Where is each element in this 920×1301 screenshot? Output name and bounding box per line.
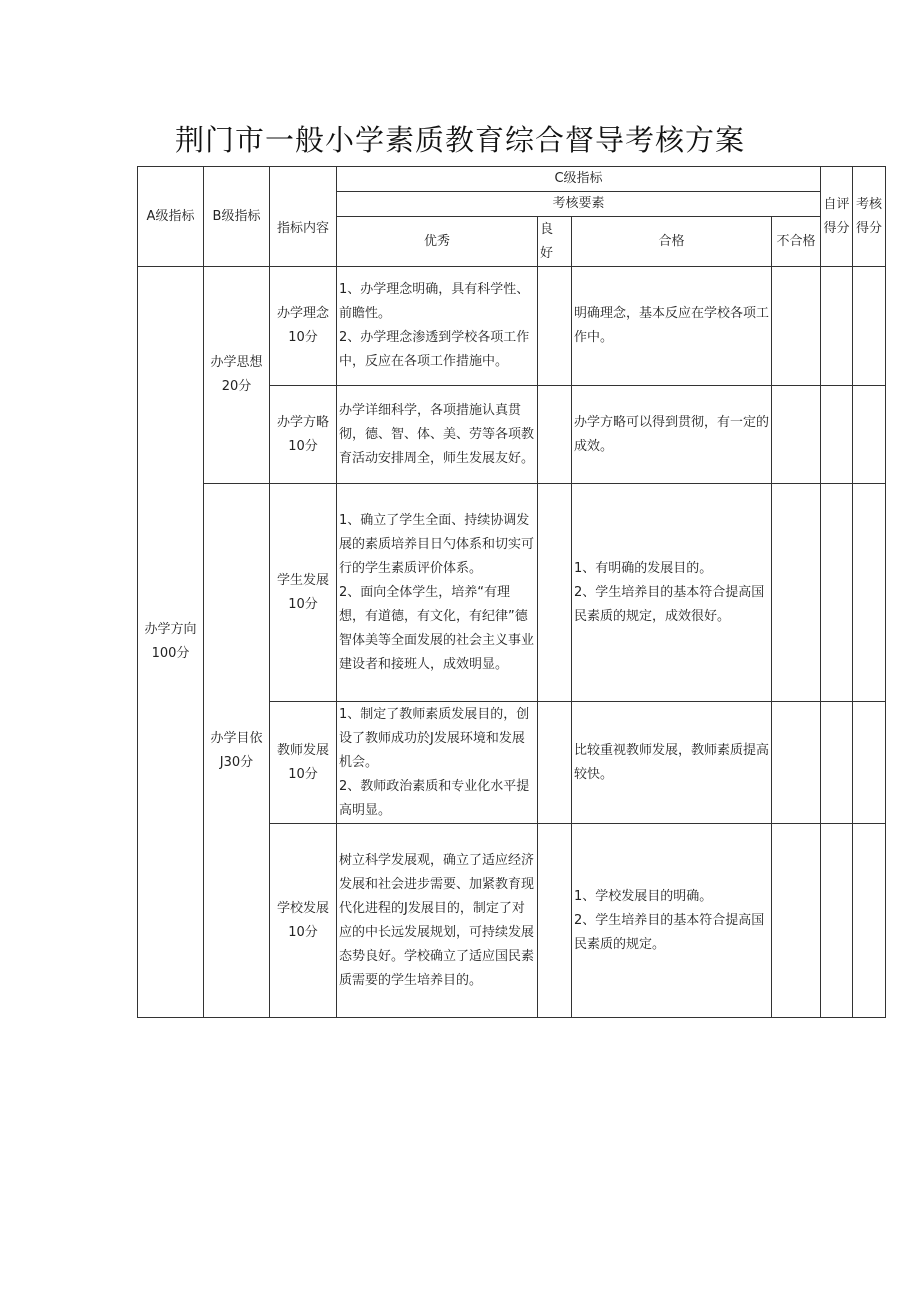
- fail-cell: [772, 386, 821, 484]
- good-cell: [538, 824, 572, 1018]
- pass-cell: 比较重视教师发展，教师素质提高较快。: [572, 702, 772, 824]
- c-level-cell: 学生发展 10分: [270, 484, 337, 702]
- header-excellent: 优秀: [337, 217, 538, 267]
- excellent-cell: 1、制定了教师素质发展目的，创设了教师成功於J发展环境和发展机会。 2、教师政治素质和专业化水平提高明显。: [337, 702, 538, 824]
- page-title: 荆门市一般小学素质教育综合督导考核方案: [174, 123, 745, 157]
- c-level-cell: 办学方略 10分: [270, 386, 337, 484]
- header-fail: 不合格: [772, 217, 821, 267]
- exam-score-cell: [853, 386, 886, 484]
- header-exam-score: 考核 得分: [853, 167, 886, 267]
- excellent-cell: 办学详细科学，各项措施认真贯彻，德、智、体、美、劳等各项教育活动安排周全，师生发展友好。: [337, 386, 538, 484]
- table-row: [138, 484, 886, 702]
- header-pass: 合格: [572, 217, 772, 267]
- self-score-cell: [821, 386, 853, 484]
- fail-cell: [772, 484, 821, 702]
- good-cell: [538, 702, 572, 824]
- header-content: 指标内容: [270, 192, 337, 267]
- a-level-cell: 办学方向 100分: [138, 267, 204, 1018]
- c-level-cell: 学校发展 10分: [270, 824, 337, 1018]
- pass-cell: 明确理念，基本反应在学校各项工作中。: [572, 267, 772, 386]
- header-blank: [270, 167, 337, 192]
- good-cell: [538, 484, 572, 702]
- excellent-cell: 树立科学发展观，确立了适应经济发展和社会进步需要、加紧教育现代化进程的J发展目的，制定了对应的中长远发展规划，可持续发展态势良好。学校确立了适应国民素质需要的学生培养目的。: [337, 824, 538, 1018]
- exam-score-cell: [853, 824, 886, 1018]
- header-c-level: C级指标: [337, 167, 821, 192]
- header-b-level: B级指标: [204, 167, 270, 267]
- fail-cell: [772, 824, 821, 1018]
- self-score-cell: [821, 267, 853, 386]
- pass-cell: 办学方略可以得到贯彻，有一定的成效。: [572, 386, 772, 484]
- table-row: [138, 267, 886, 386]
- pass-cell: 1、学校发展目的明确。 2、学生培养目的基本符合提高国民素质的规定。: [572, 824, 772, 1018]
- c-level-cell: 办学理念 10分: [270, 267, 337, 386]
- assessment-table: [137, 166, 886, 1018]
- self-score-cell: [821, 824, 853, 1018]
- c-level-cell: 教师发展 10分: [270, 702, 337, 824]
- good-cell: [538, 386, 572, 484]
- good-cell: [538, 267, 572, 386]
- header-good: 良 好: [538, 217, 572, 267]
- header-elements: 考核要素: [337, 192, 821, 217]
- b-level-cell: 办学目依 J30分: [204, 484, 270, 1018]
- excellent-cell: 1、办学理念明确，具有科学性、前瞻性。 2、办学理念渗透到学校各项工作中，反应在各项工作措施中。: [337, 267, 538, 386]
- exam-score-cell: [853, 484, 886, 702]
- b-level-cell: 办学思想 20分: [204, 267, 270, 484]
- header-self-score: 自评 得分: [821, 167, 853, 267]
- fail-cell: [772, 267, 821, 386]
- self-score-cell: [821, 702, 853, 824]
- header-a-level: A级指标: [138, 167, 204, 267]
- fail-cell: [772, 702, 821, 824]
- excellent-cell: 1、确立了学生全面、持续协调发展的素质培养目日勺体系和切实可行的学生素质评价体系。 2、面向全体学生，培养“有理想，有道德，有文化，有纪律”德智体美等全面发展的社会主义事业建设者和接班人，成效明显。: [337, 484, 538, 702]
- pass-cell: 1、有明确的发展目的。 2、学生培养目的基本符合提高国民素质的规定，成效很好。: [572, 484, 772, 702]
- exam-score-cell: [853, 267, 886, 386]
- exam-score-cell: [853, 702, 886, 824]
- self-score-cell: [821, 484, 853, 702]
